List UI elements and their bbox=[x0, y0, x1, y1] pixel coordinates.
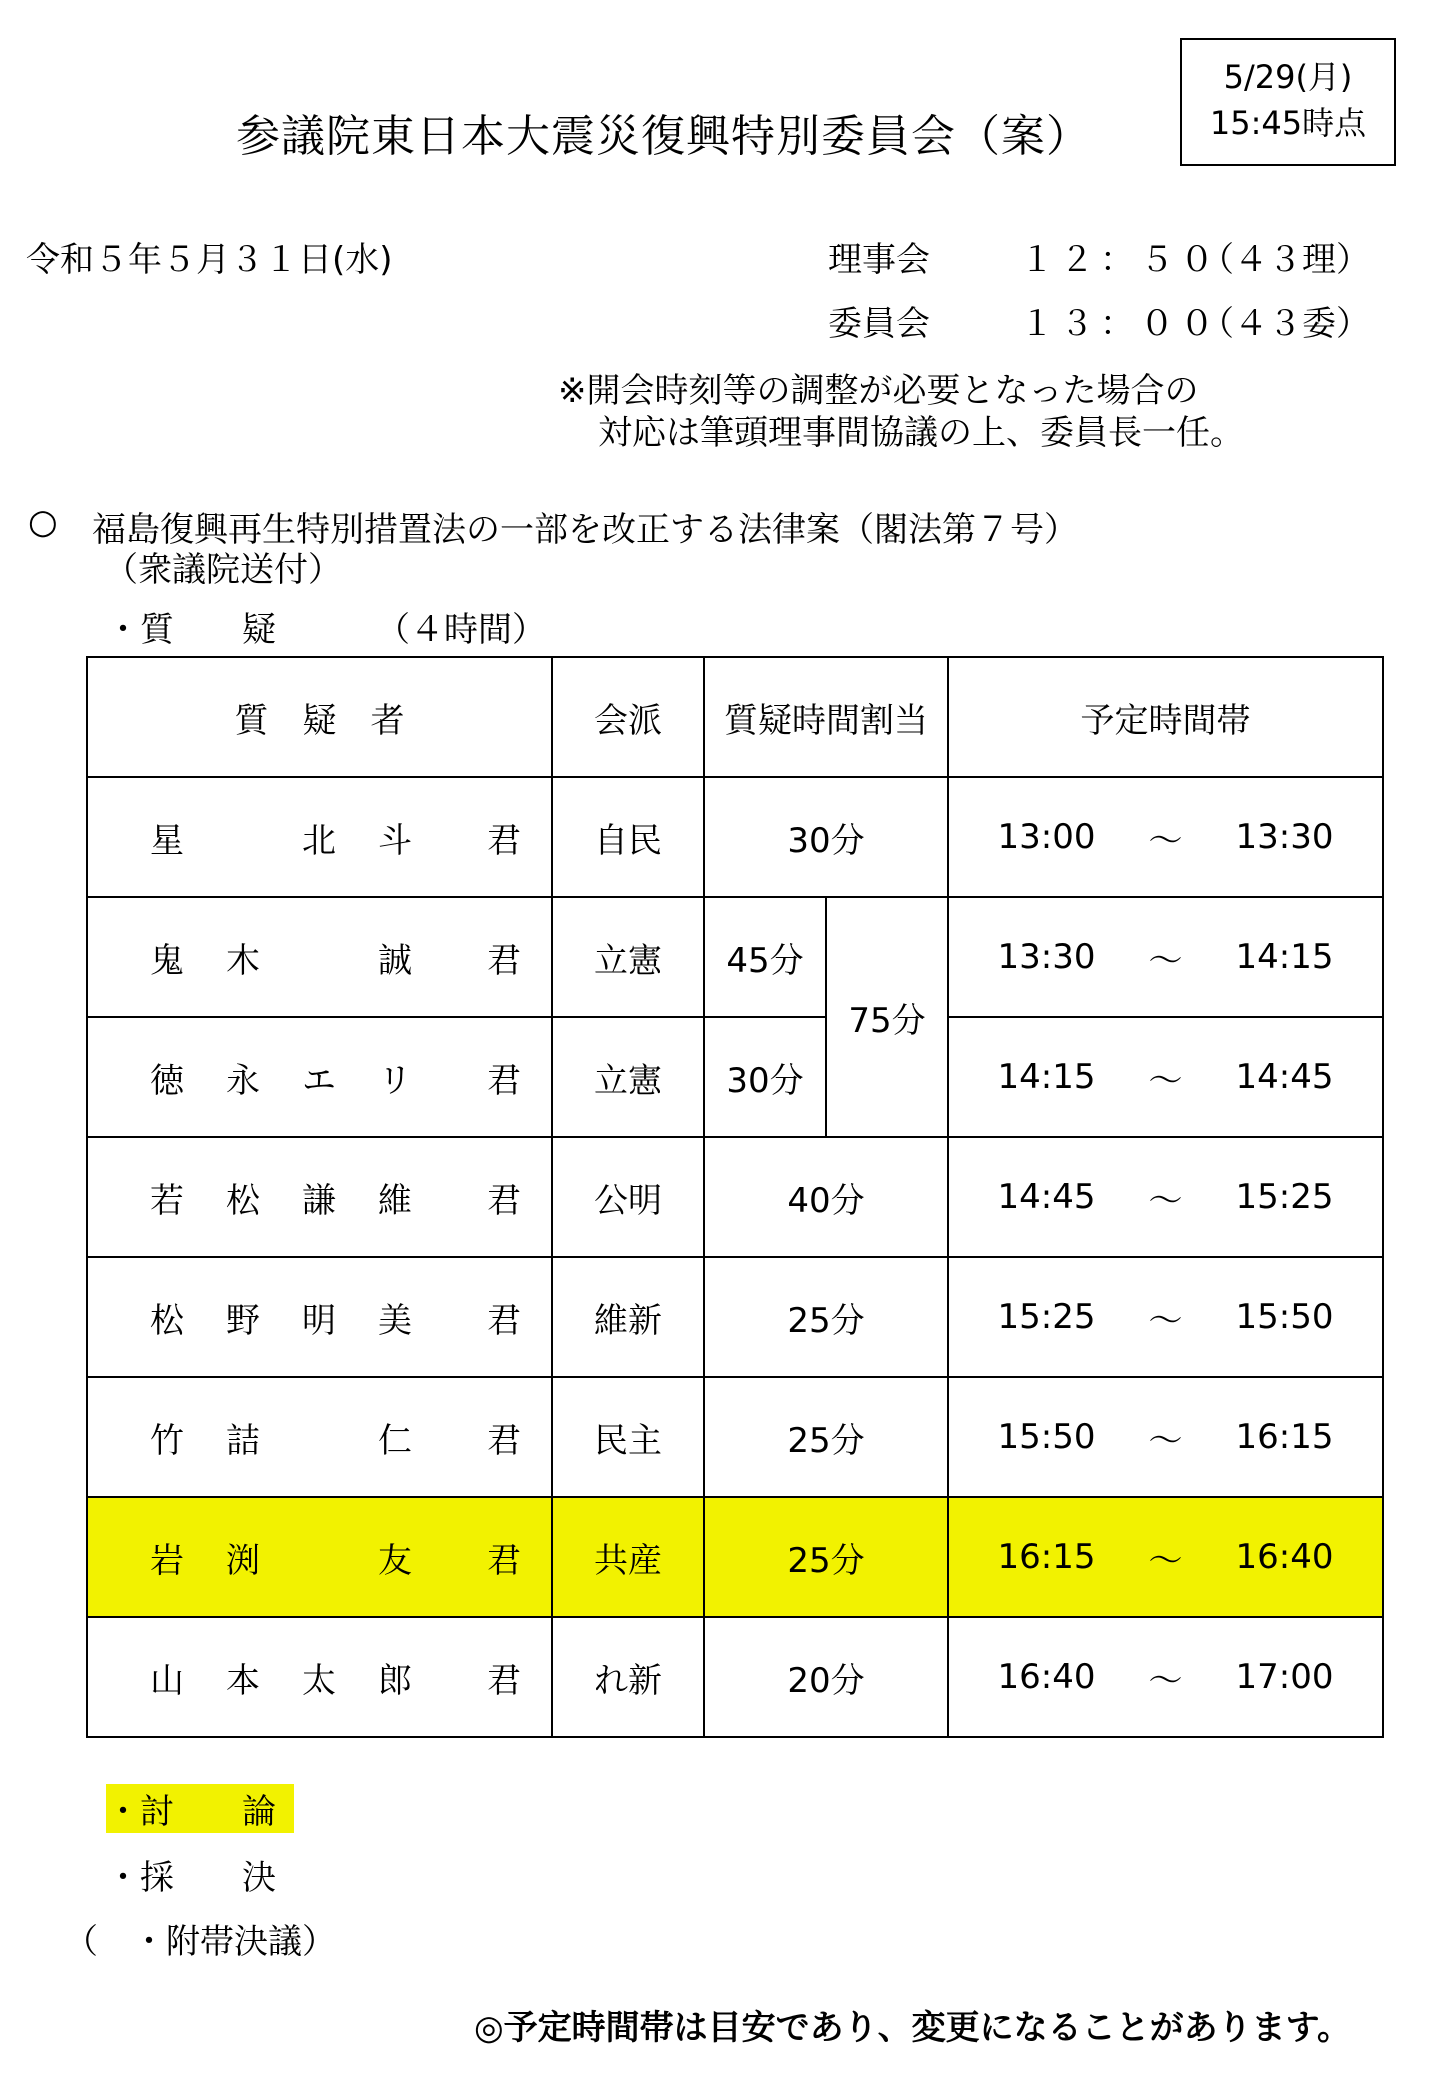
time-allotment: 40分 bbox=[704, 1137, 948, 1257]
time-allotment: 45分 bbox=[704, 897, 826, 1017]
header-faction: 会派 bbox=[552, 657, 704, 777]
meeting-date: 令和５年５月３１日(水) bbox=[26, 240, 393, 280]
time-slot: 14:15 ～ 14:45 bbox=[948, 1017, 1383, 1137]
header-questioner: 質 疑 者 bbox=[87, 657, 552, 777]
faction: 共産 bbox=[552, 1497, 704, 1617]
time-allotment: 25分 bbox=[704, 1497, 948, 1617]
header-slot: 予定時間帯 bbox=[948, 657, 1383, 777]
faction: 公明 bbox=[552, 1137, 704, 1257]
qa-label: ・質 疑 bbox=[106, 610, 276, 650]
board-time: １２：５０ bbox=[1020, 240, 1220, 280]
time-allotment: 25分 bbox=[704, 1377, 948, 1497]
questioner-name: 松 野 明 美 君 bbox=[87, 1257, 552, 1377]
faction: 自民 bbox=[552, 777, 704, 897]
faction: れ新 bbox=[552, 1617, 704, 1737]
table-header-row bbox=[87, 657, 1383, 777]
faction: 維新 bbox=[552, 1257, 704, 1377]
vote-item: ・採 決 bbox=[106, 1858, 276, 1898]
faction: 民主 bbox=[552, 1377, 704, 1497]
adjustment-note-line2: 対応は筆頭理事間協議の上、委員長一任。 bbox=[598, 413, 1244, 453]
time-slot: 16:40 ～ 17:00 bbox=[948, 1617, 1383, 1737]
faction: 立憲 bbox=[552, 897, 704, 1017]
resolution-item: （ ・附帯決議） bbox=[64, 1922, 336, 1962]
combined-allotment: 75分 bbox=[826, 897, 948, 1137]
table-row bbox=[87, 1137, 1383, 1257]
time-slot: 15:25 ～ 15:50 bbox=[948, 1257, 1383, 1377]
table-row bbox=[87, 897, 1383, 1017]
status-date: 5/29(月) bbox=[1223, 58, 1353, 96]
header-allot: 質疑時間割当 bbox=[704, 657, 948, 777]
schedule-table bbox=[86, 656, 1384, 1738]
footer-note: ◎予定時間帯は目安であり、変更になることがあります。 bbox=[474, 2008, 1351, 2048]
time-slot: 16:15 ～ 16:40 bbox=[948, 1497, 1383, 1617]
committee-label: 委員会 bbox=[828, 304, 930, 344]
time-allotment: 20分 bbox=[704, 1617, 948, 1737]
table-row-highlighted bbox=[87, 1497, 1383, 1617]
board-label: 理事会 bbox=[828, 240, 930, 280]
questioner-name: 竹 詰 仁 君 bbox=[87, 1377, 552, 1497]
debate-item: ・討 論 bbox=[106, 1784, 294, 1833]
questioner-name: 若 松 謙 維 君 bbox=[87, 1137, 552, 1257]
page-title: 参議院東日本大震災復興特別委員会（案） bbox=[236, 111, 1091, 162]
bill-marker: ○ bbox=[28, 502, 58, 542]
table-row bbox=[87, 777, 1383, 897]
adjustment-note-line1: ※開会時刻等の調整が必要となった場合の bbox=[558, 371, 1199, 411]
questioner-name: 山 本 太 郎 君 bbox=[87, 1617, 552, 1737]
time-allotment: 25分 bbox=[704, 1257, 948, 1377]
time-slot: 13:00 ～ 13:30 bbox=[948, 777, 1383, 897]
table-row bbox=[87, 1617, 1383, 1737]
table-row bbox=[87, 1377, 1383, 1497]
time-slot: 14:45 ～ 15:25 bbox=[948, 1137, 1383, 1257]
time-slot: 15:50 ～ 16:15 bbox=[948, 1377, 1383, 1497]
committee-code: （４３委） bbox=[1200, 304, 1370, 344]
faction: 立憲 bbox=[552, 1017, 704, 1137]
committee-time: １３：００ bbox=[1020, 304, 1220, 344]
questioner-name: 岩 渕 友 君 bbox=[87, 1497, 552, 1617]
time-allotment: 30分 bbox=[704, 777, 948, 897]
board-code: （４３理） bbox=[1200, 240, 1370, 280]
table-row bbox=[87, 1017, 1383, 1137]
bill-title: 福島復興再生特別措置法の一部を改正する法律案（閣法第７号） bbox=[92, 510, 1078, 550]
questioner-name: 星 北 斗 君 bbox=[87, 777, 552, 897]
bill-sub: （衆議院送付） bbox=[104, 550, 342, 590]
table-row bbox=[87, 1257, 1383, 1377]
status-time: 15:45時点 bbox=[1209, 104, 1367, 142]
status-box bbox=[1180, 38, 1396, 166]
questioner-name: 徳 永 エ リ 君 bbox=[87, 1017, 552, 1137]
time-slot: 13:30 ～ 14:15 bbox=[948, 897, 1383, 1017]
qa-duration: （４時間） bbox=[376, 610, 546, 650]
questioner-name: 鬼 木 誠 君 bbox=[87, 897, 552, 1017]
time-allotment: 30分 bbox=[704, 1017, 826, 1137]
